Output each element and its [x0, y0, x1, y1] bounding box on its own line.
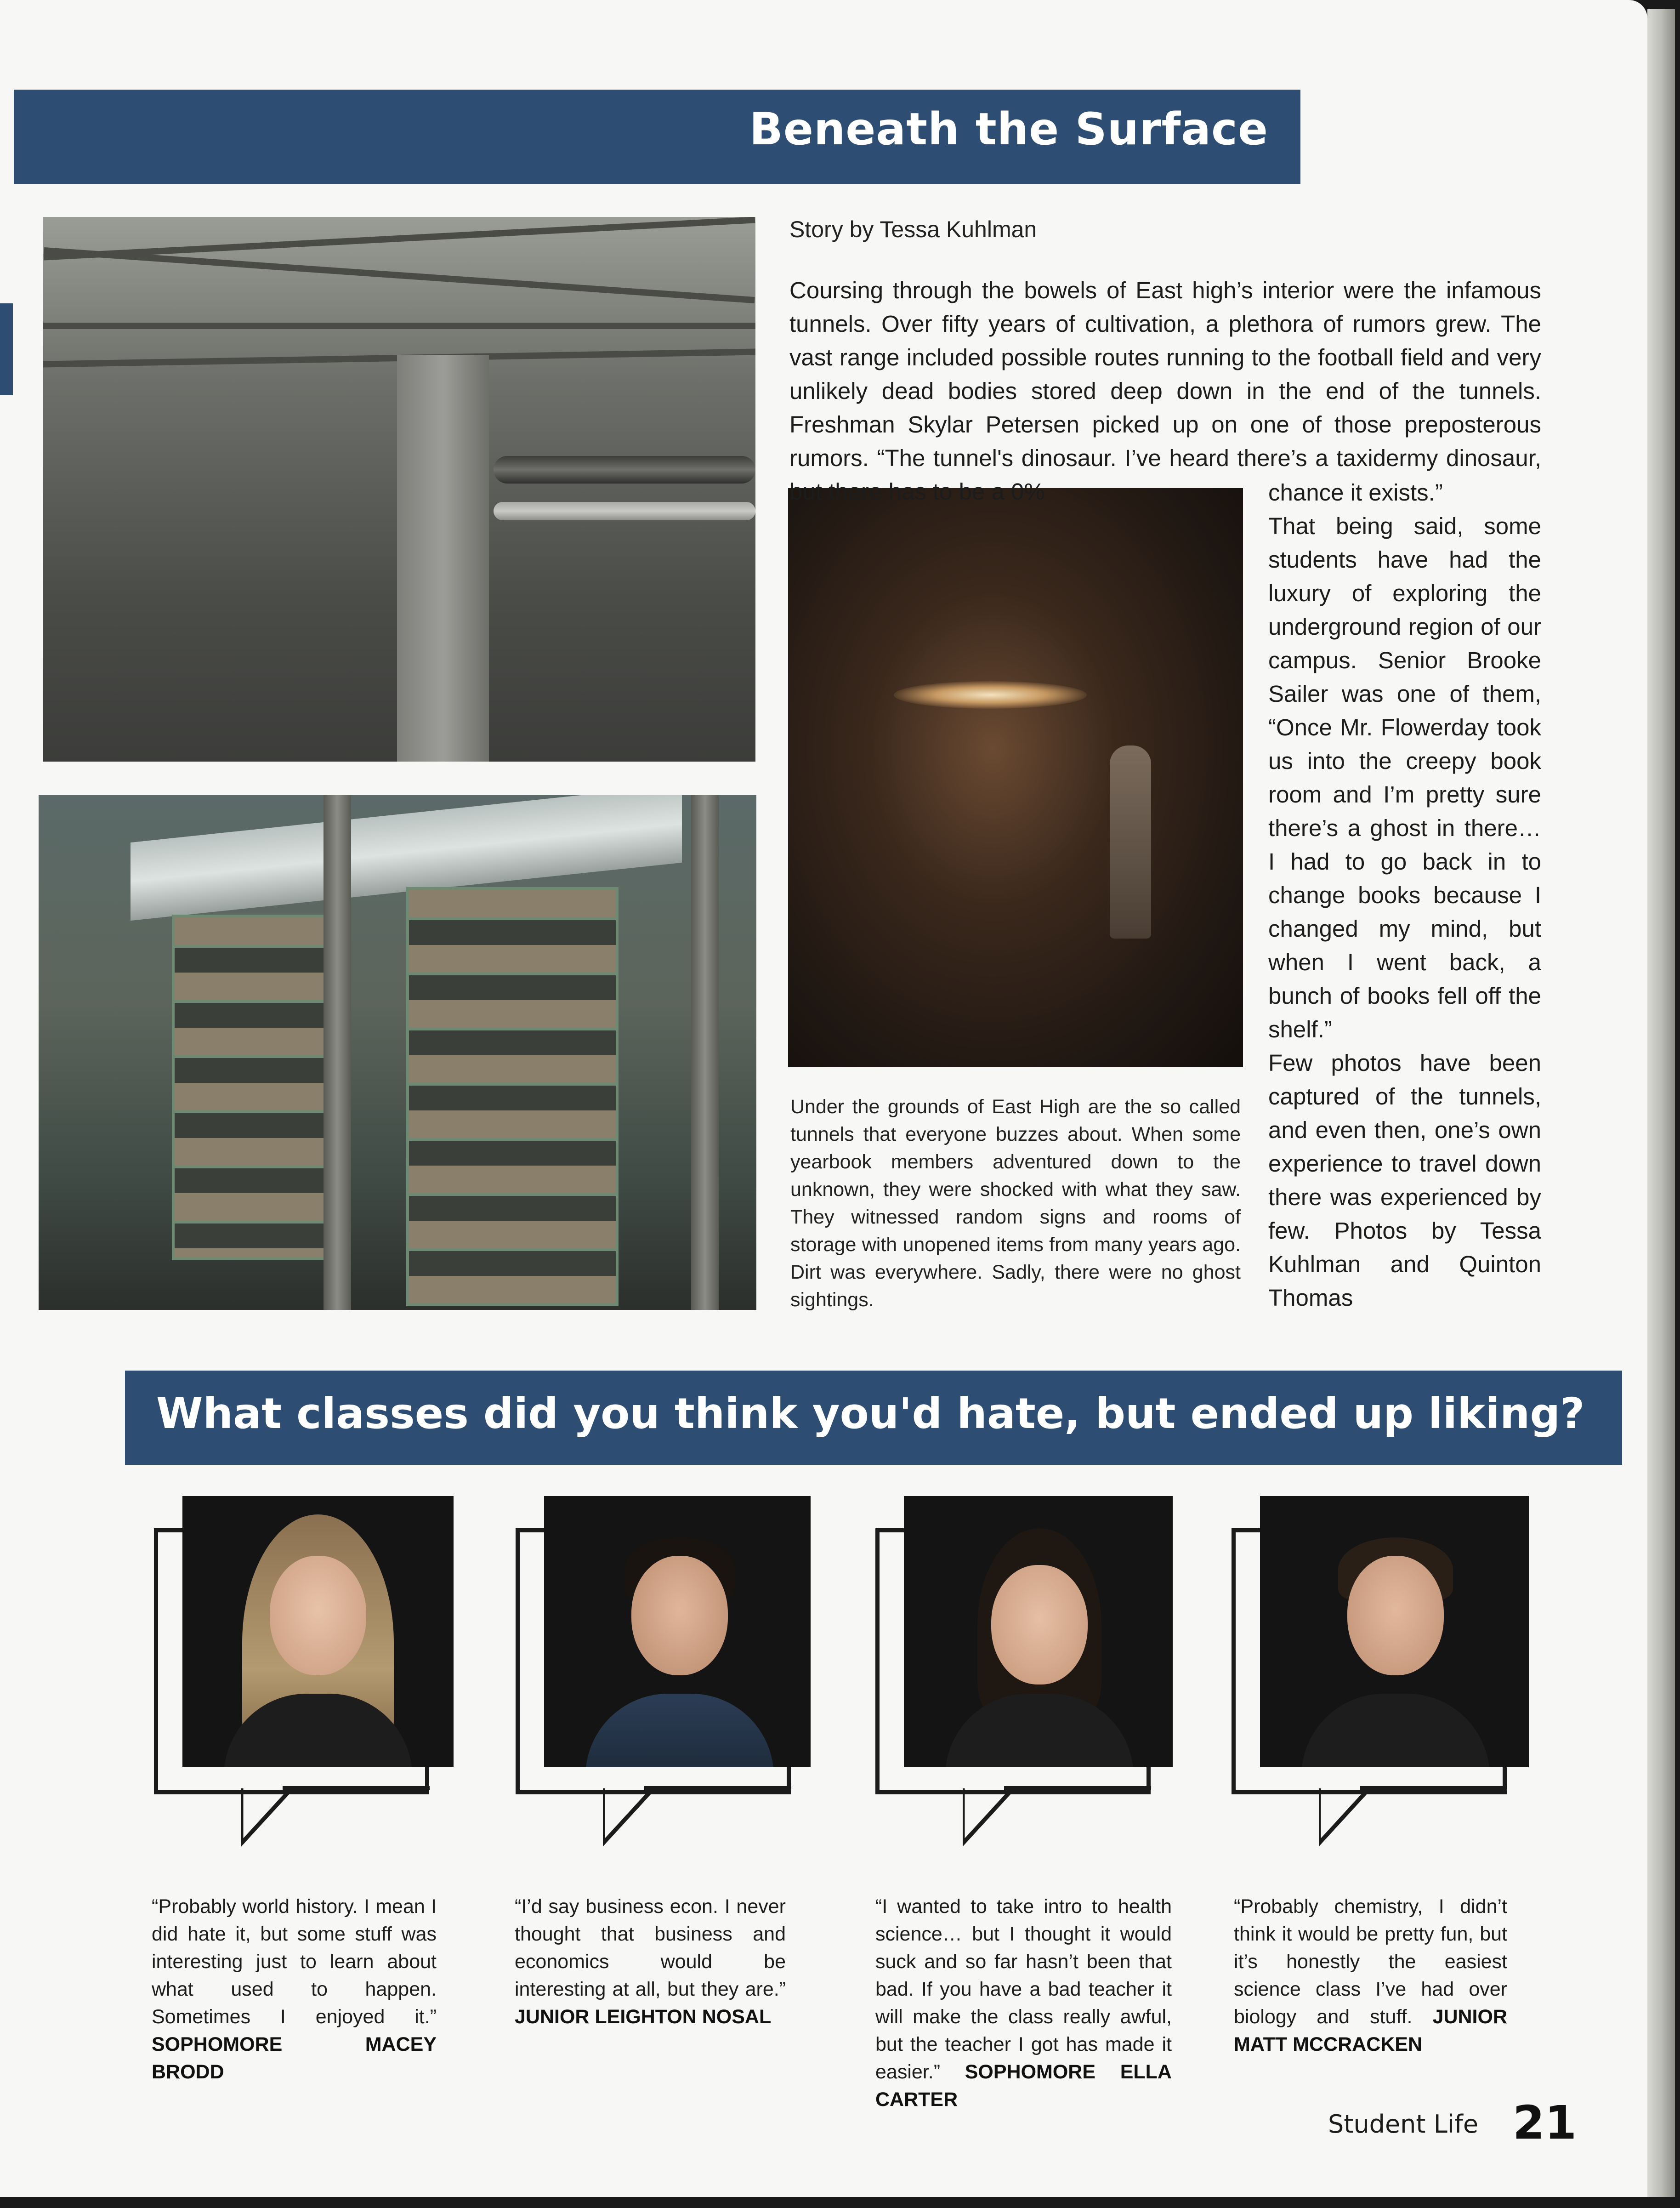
photo-caption: Under the grounds of East High are the so called tunnels that everyone buzzes about. When some yearbook members adventured down to the unknown, they were shocked with what they saw. They witnessed random signs and rooms of storage with unopened items from many years ago. Dirt was everywhere. Sadly, there were no ghost sightings. [790, 1096, 1241, 1311]
student-name: SOPHOMORE MACEY BRODD [152, 2033, 437, 2083]
story-paragraph: That being said, some students have had the luxury of exploring the underground region of our campus. Senior Brooke Sailer was one of them, “Once Mr. Flowerday took us into the creepy book room and I’m pretty sure there’s a ghost in there… I had to go back in to change books because I changed my mind, but when I went back, a bunch of books fell off the shelf.” [1268, 513, 1541, 1042]
quote-text: “Probably chemistry, I didn’t think it would be pretty fun, but it’s honestly the easiest science class I’ve had over biology and stuff. [1234, 1895, 1507, 2028]
student-name: JUNIOR MATT MCCRACKEN [1234, 2006, 1507, 2055]
feature-title-banner [14, 90, 1300, 184]
response-quote [515, 1893, 786, 2031]
book-storage-photo [39, 795, 756, 1310]
dark-tunnel-photo [788, 488, 1243, 1067]
bubble-edge [425, 1765, 429, 1790]
poll-response-card [516, 1496, 814, 1864]
quote-text: “I’d say business econ. I never thought that business and economics would be interesting at all, but they are.” [515, 1895, 786, 2000]
student-portrait [904, 1496, 1173, 1767]
white-pipe [494, 502, 755, 520]
poll-response-card [154, 1496, 453, 1864]
face [1347, 1556, 1444, 1675]
story-paragraph: Few photos have been captured of the tunnels, and even then, one’s own experience to travel down there was experienced by few. Photos by Tessa Kuhlman and Quinton Thomas [1268, 1050, 1541, 1311]
feature-title: Beneath the Surface [749, 103, 1268, 155]
edge-tab-marker [0, 303, 13, 395]
story-text-top [789, 273, 1541, 508]
bookshelf [406, 887, 619, 1306]
ceiling-beam [43, 323, 755, 329]
student-portrait [1260, 1496, 1529, 1767]
quote-text: “I wanted to take intro to health science… but I thought it would suck and so far hasn’t been that bad. If you have a bad teacher it will make the class really awful, but the teacher I got has made it easier.” [875, 1895, 1172, 2083]
torso [1301, 1694, 1490, 1767]
tunnel-corridor-photo [43, 217, 755, 762]
response-quote [152, 1893, 437, 2086]
poll-response-card [875, 1496, 1174, 1864]
story-paragraph: Coursing through the bowels of East high’s interior were the infamous tunnels. Over fifty years of cultivation, a plethora of rumors grew. The vast range included possible routes running to the football field and very unlikely dead bodies stored deep down in the end of the tunnels. Freshman Skylar Petersen picked up on one of those preposterous rumors. “The tunnel's dinosaur. I’ve heard there’s a taxidermy dinosaur, but there has to be a 0% [789, 277, 1541, 505]
quote-text: “Probably world history. I mean I did hate it, but some stuff was interesting just to learn about what used to happen. Sometimes I enjoyed it.” [152, 1895, 437, 2028]
face [631, 1556, 728, 1675]
student-name: JUNIOR LEIGHTON NOSAL [515, 2006, 772, 2028]
student-portrait [182, 1496, 454, 1767]
explorer-silhouette [1110, 745, 1151, 939]
bookshelf [172, 915, 334, 1260]
ceiling-beam [44, 247, 755, 303]
student-portrait [544, 1496, 811, 1767]
bubble-edge [1503, 1765, 1507, 1790]
story-text-side [1268, 476, 1541, 1315]
face [991, 1565, 1088, 1684]
face [270, 1556, 366, 1675]
support-post [324, 795, 351, 1310]
response-quote [1234, 1893, 1507, 2058]
torso [945, 1694, 1134, 1767]
bubble-edge [1146, 1765, 1151, 1790]
byline: Story by Tessa Kuhlman [789, 216, 1037, 242]
torso [585, 1694, 774, 1767]
support-post [691, 795, 719, 1310]
poll-question: What classes did you think you'd hate, but ended up liking? [156, 1389, 1585, 1438]
response-quote [875, 1893, 1172, 2113]
page-number: 21 [1513, 2096, 1577, 2150]
student-name: SOPHOMORE ELLA CARTER [875, 2061, 1172, 2111]
dark-pipe [494, 456, 755, 484]
ceiling-beam [44, 217, 755, 261]
page-edge [1647, 9, 1675, 2197]
ceiling-light [894, 681, 1087, 709]
poll-response-card [1232, 1496, 1530, 1864]
poll-question-banner [125, 1371, 1622, 1465]
section-label: Student Life [1328, 2110, 1479, 2139]
bubble-edge [787, 1765, 791, 1790]
story-paragraph: chance it exists.” [1268, 479, 1443, 506]
concrete-pillar [397, 355, 489, 762]
